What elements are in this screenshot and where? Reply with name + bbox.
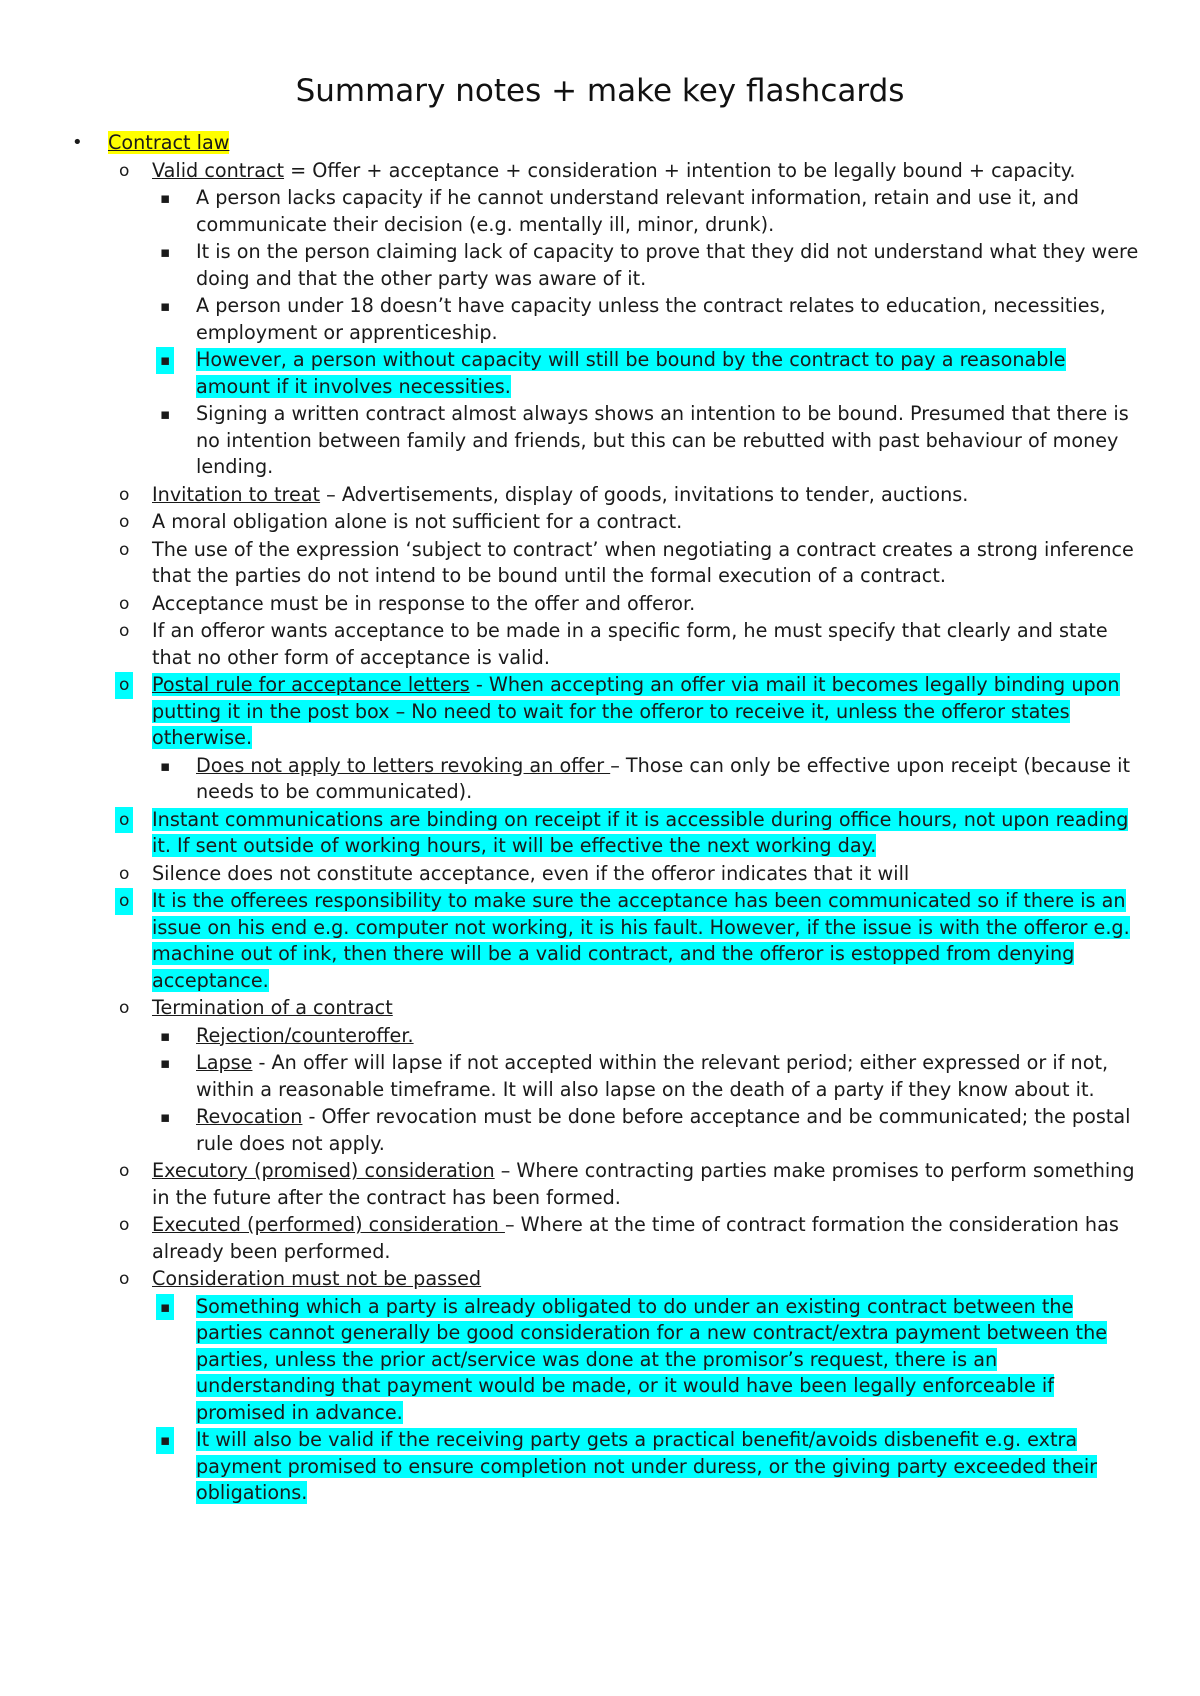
bullet-circle-icon: o bbox=[115, 672, 133, 699]
bullet-circle-icon: o bbox=[119, 512, 130, 532]
item-text: Invitation to treat bbox=[152, 482, 321, 506]
item-text: – Advertisements, display of goods, invitations to tender, auctions. bbox=[320, 482, 969, 506]
list-item bbox=[0, 618, 1142, 671]
list-item bbox=[0, 509, 1142, 536]
item-text: A moral obligation alone is not sufficient for a contract. bbox=[152, 510, 683, 533]
item-text: It is on the person claiming lack of capacity to prove that they did not understand what they were doing and that the other party was aware of it. bbox=[196, 240, 1139, 290]
item-text: Consideration must not be passed bbox=[152, 1267, 482, 1290]
list-item bbox=[0, 239, 1141, 292]
bullet-circle-icon: o bbox=[119, 484, 130, 505]
item-text: - An offer will lapse if not accepted within the relevant period; either expressed or if not, within a reasonable timeframe. It will also lapse on the death of a party if they know about it. bbox=[196, 1051, 1109, 1101]
list-item bbox=[0, 753, 1141, 806]
notes-list bbox=[0, 130, 1200, 1508]
item-text: = Offer + acceptance + consideration + intention to be legally bound + capacity. bbox=[284, 158, 1076, 182]
list-item bbox=[0, 1294, 1141, 1427]
list-item bbox=[0, 591, 1142, 618]
bullet-square-icon: ▪ bbox=[156, 347, 174, 374]
item-text: Termination of a contract bbox=[152, 996, 393, 1019]
list-item bbox=[0, 995, 1142, 1022]
list-item bbox=[0, 672, 1142, 752]
list-item bbox=[0, 482, 1142, 509]
list-item bbox=[0, 1050, 1141, 1103]
item-text: Silence does not constitute acceptance, even if the offeror indicates that it will bbox=[152, 861, 910, 885]
bullet-square-icon: ▪ bbox=[160, 297, 171, 315]
list-item bbox=[0, 293, 1141, 346]
bullet-square-icon: ▪ bbox=[156, 1427, 174, 1454]
item-text: It is the offerees responsibility to make sure the acceptance has been communicated so if there is an issue on his end e.g. computer not working, it is his fault. However, if the issue is with the offeror e.g. machine out of ink, then there will be a valid contract, and the offeror is estopped from denying acceptance. bbox=[152, 889, 1130, 992]
bullet-circle-icon: o bbox=[119, 1215, 130, 1235]
list-item bbox=[0, 1266, 1142, 1293]
list-item bbox=[0, 185, 1141, 238]
list-item bbox=[0, 888, 1142, 994]
list-item bbox=[0, 537, 1142, 590]
item-text: - Offer revocation must be done before acceptance and be communicated; the postal rule does not apply. bbox=[196, 1105, 1131, 1155]
list-item bbox=[0, 401, 1141, 481]
item-text: A person lacks capacity if he cannot understand relevant information, retain and use it, and communicate their decision (e.g. mentally ill, minor, drunk). bbox=[196, 186, 1079, 236]
item-text: The use of the expression ‘subject to contract’ when negotiating a contract creates a strong inference that the parties do not intend to be bound until the formal execution of a contract. bbox=[152, 537, 1134, 587]
item-text: It will also be valid if the receiving party gets a practical benefit/avoids disbenefit e.g. extra payment promised to ensure completion not under duress, or the giving party exceeded their obligations. bbox=[196, 1428, 1098, 1504]
item-text: Something which a party is already obligated to do under an existing contract between the parties cannot generally be good consideration for a new contract/extra payment between the parties, unless the prior act/service was done at the promisor’s request, there is an understanding that payment would be made, or it would have been legally enforceable if promised in advance. bbox=[196, 1294, 1108, 1424]
list-item bbox=[0, 130, 1138, 157]
bullet-circle-icon: o bbox=[119, 593, 130, 614]
item-text: – Where at the time of contract formation the consideration has already been performed. bbox=[152, 1213, 1119, 1263]
item-text: Executed (performed) consideration bbox=[152, 1213, 505, 1236]
bullet-square-icon: ▪ bbox=[160, 243, 171, 261]
bullet-circle-icon: o bbox=[119, 998, 130, 1018]
item-text: - When accepting an offer via mail it becomes legally binding upon putting it in the post box – No need to wait for the offeror to receive it, unless the offeror states otherwise. bbox=[152, 673, 1120, 749]
bullet-circle-icon: o bbox=[119, 1161, 130, 1181]
list-item bbox=[0, 1023, 1141, 1050]
bullet-circle-icon: o bbox=[119, 539, 130, 560]
item-text: Executory (promised) consideration bbox=[152, 1159, 495, 1182]
bullet-square-icon: ▪ bbox=[160, 1108, 171, 1126]
item-text: Rejection/counteroffer. bbox=[196, 1023, 414, 1047]
item-text: Postal rule for acceptance letters bbox=[152, 673, 470, 696]
bullet-circle-icon: o bbox=[119, 621, 130, 641]
item-text: A person under 18 doesn’t have capacity unless the contract relates to education, necessities, employment or apprenticeship. bbox=[196, 294, 1106, 344]
list-item bbox=[0, 807, 1142, 860]
bullet-dot-icon: • bbox=[72, 132, 83, 153]
list-item bbox=[0, 1427, 1141, 1507]
bullet-circle-icon: o bbox=[119, 160, 130, 181]
bullet-square-icon: ▪ bbox=[160, 1026, 171, 1045]
list-item bbox=[0, 1212, 1142, 1265]
item-text: If an offeror wants acceptance to be made in a specific form, he must specify that clearly and state that no other form of acceptance is valid. bbox=[152, 619, 1108, 669]
bullet-square-icon: ▪ bbox=[160, 405, 171, 423]
item-text: However, a person without capacity will still be bound by the contract to pay a reasonable amount if it involves necessities. bbox=[196, 348, 1066, 398]
list-item bbox=[0, 1104, 1141, 1157]
item-text: Instant communications are binding on receipt if it is accessible during office hours, not upon reading it. If sent outside of working hours, it will be effective the next working day. bbox=[152, 807, 1129, 857]
item-text: Does not apply to letters revoking an offer bbox=[196, 753, 611, 777]
list-item bbox=[0, 158, 1142, 185]
bullet-circle-icon: o bbox=[115, 888, 133, 915]
bullet-square-icon: ▪ bbox=[160, 756, 171, 775]
item-text: Lapse bbox=[196, 1051, 253, 1074]
bullet-circle-icon: o bbox=[119, 1269, 130, 1289]
bullet-square-icon: ▪ bbox=[160, 1054, 171, 1072]
item-text: Signing a written contract almost always shows an intention to be bound. Presumed that there is no intention between family and friends, but this can be rebutted with past behaviour of money lending. bbox=[196, 402, 1129, 478]
item-text: Contract law bbox=[108, 131, 230, 154]
bullet-circle-icon: o bbox=[115, 807, 133, 834]
list-item bbox=[0, 1158, 1142, 1211]
page-title: Summary notes + make key flashcards bbox=[295, 73, 905, 109]
bullet-circle-icon: o bbox=[119, 863, 130, 884]
item-text: Valid contract bbox=[152, 158, 285, 182]
bullet-square-icon: ▪ bbox=[156, 1294, 174, 1321]
item-text: – Those can only be effective upon receipt (because it needs to be communicated). bbox=[196, 753, 1131, 803]
item-text: Acceptance must be in response to the offer and offeror. bbox=[152, 591, 696, 615]
list-item bbox=[0, 347, 1141, 400]
item-text: – Where contracting parties make promises to perform something in the future after the contract has been formed. bbox=[152, 1159, 1135, 1209]
bullet-square-icon: ▪ bbox=[160, 189, 171, 207]
list-item bbox=[0, 861, 1142, 888]
item-text: Revocation bbox=[196, 1105, 303, 1128]
